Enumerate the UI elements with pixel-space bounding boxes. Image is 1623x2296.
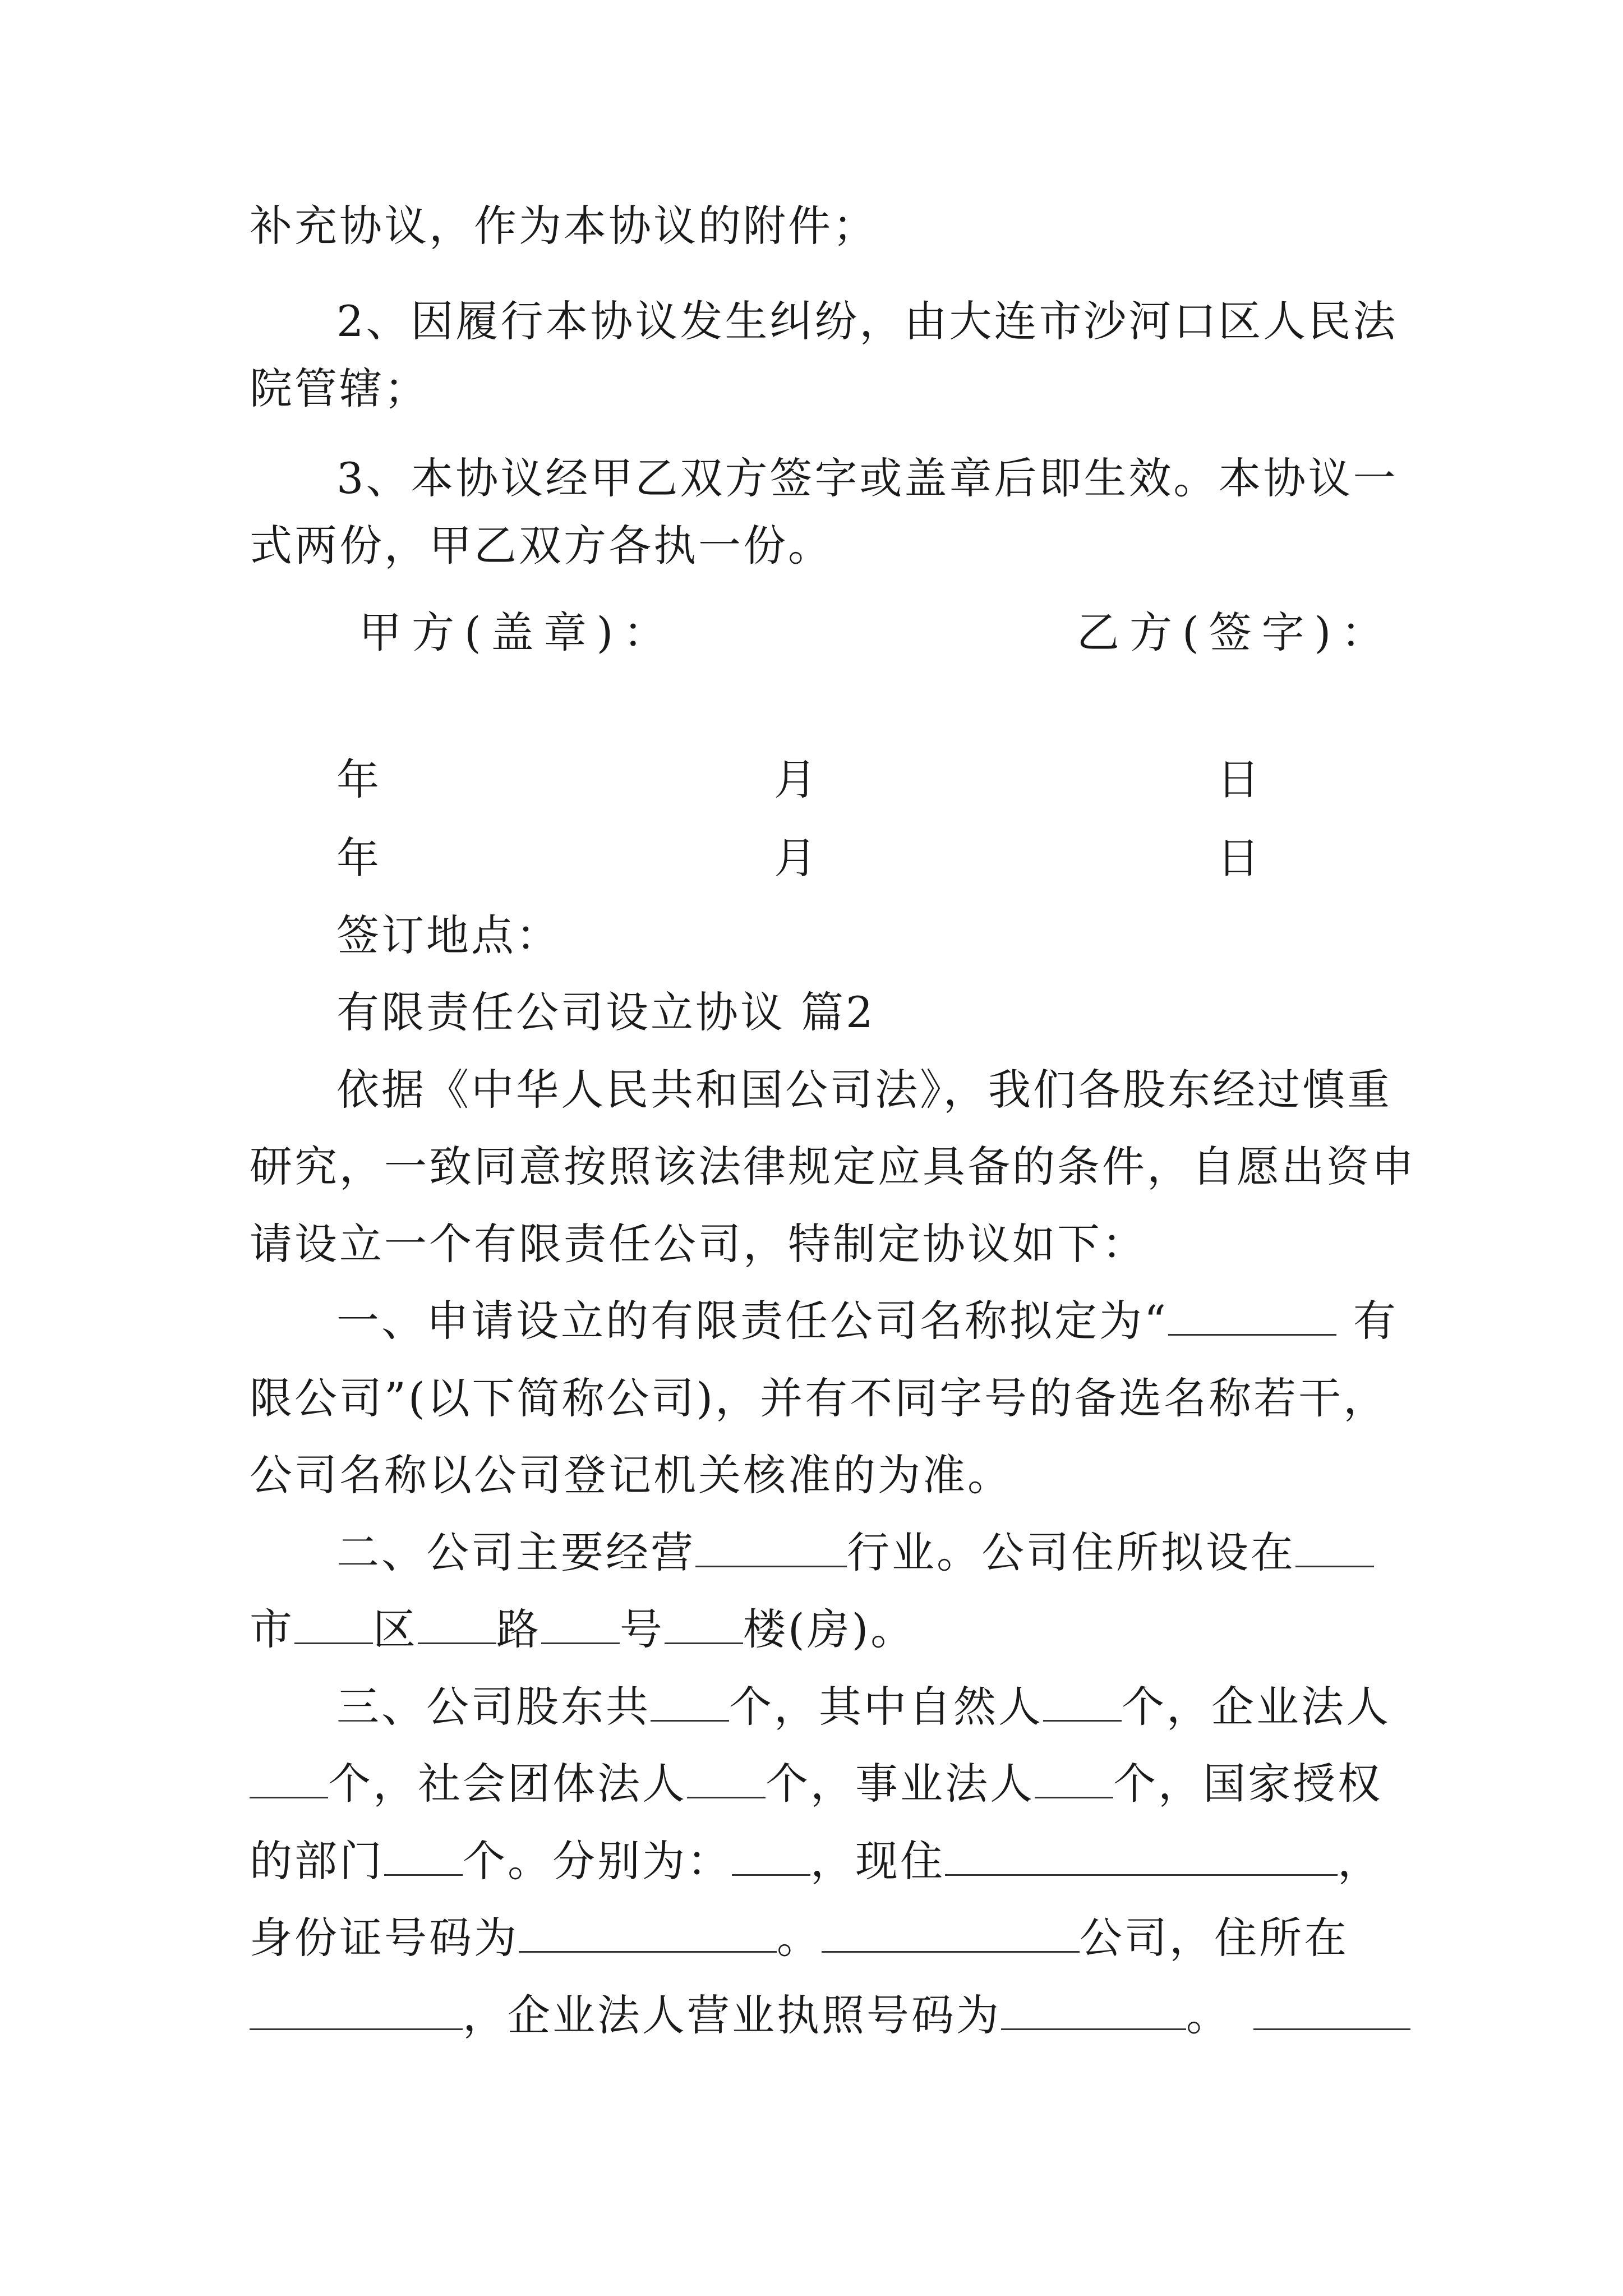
text-segment: 区 xyxy=(373,1604,418,1654)
text-segment: 的部门 xyxy=(250,1836,384,1886)
text-line: 公司名称以公司登记机关核准的为准。 xyxy=(250,1450,1012,1500)
text-line: 研究，一致同意按照该法律规定应具备的条件，自愿出资申 xyxy=(250,1142,1416,1191)
party-b-signature-label: 乙方(签字)： xyxy=(1077,608,1394,657)
fill-blank[interactable] xyxy=(1253,1988,1410,2030)
text-line: 3、本协议经甲乙双方签字或盖章后即生效。本协议一 xyxy=(336,453,1398,503)
clause-2-line xyxy=(250,1602,1388,1658)
section-title: 有限责任公司设立协议 篇2 xyxy=(336,987,875,1037)
text-segment: ，现住 xyxy=(810,1836,945,1886)
fill-blank[interactable] xyxy=(687,1756,766,1798)
text-line: 式两份，甲乙双方各执一份。 xyxy=(250,521,833,570)
fill-blank[interactable] xyxy=(541,1602,620,1644)
text-line: 2、因履行本协议发生纠纷，由大连市沙河口区人民法 xyxy=(336,296,1398,346)
text-segment: 有 xyxy=(1353,1296,1398,1346)
clause-3-line xyxy=(250,1756,1388,1812)
text-segment: 身份证号码为 xyxy=(250,1913,519,1963)
date-year: 年 xyxy=(336,833,379,883)
signing-place-label: 签订地点： xyxy=(336,910,561,960)
text-segment: 个。分别为： xyxy=(463,1836,732,1886)
fill-blank[interactable] xyxy=(418,1602,496,1644)
text-line: 依据《中华人民共和国公司法》，我们各股东经过慎重 xyxy=(336,1065,1392,1115)
fill-blank[interactable] xyxy=(822,1911,1080,1953)
text-segment: 行业。公司住所拟设在 xyxy=(847,1527,1295,1577)
clause-3-line xyxy=(250,1987,1388,2044)
text-segment: 个，社会团体法人 xyxy=(328,1759,687,1809)
text-segment: ，企业法人营业执照号码为 xyxy=(463,1990,1001,2040)
text-segment: 。 xyxy=(1186,1990,1231,2040)
fill-blank[interactable] xyxy=(384,1834,463,1876)
clause-2-line xyxy=(336,1525,1391,1581)
date-month: 月 xyxy=(774,754,817,804)
text-segment: 个，其中自然人 xyxy=(729,1682,1043,1732)
text-line: 补充协议，作为本协议的附件； xyxy=(250,201,878,251)
date-day: 日 xyxy=(1217,754,1260,804)
text-segment: 一、申请设立的有限责任公司名称拟定为“ xyxy=(336,1296,1168,1346)
text-segment: 路 xyxy=(496,1604,541,1654)
text-segment: 二、公司主要经营 xyxy=(336,1527,695,1577)
fill-blank[interactable] xyxy=(294,1602,373,1644)
text-segment: 市 xyxy=(250,1604,294,1654)
text-segment: 号 xyxy=(620,1604,665,1654)
fill-blank[interactable] xyxy=(250,1756,328,1798)
fill-blank[interactable] xyxy=(1035,1756,1113,1798)
fill-blank[interactable] xyxy=(695,1525,847,1567)
text-line: 请设立一个有限责任公司，特制定协议如下： xyxy=(250,1219,1147,1269)
date-year: 年 xyxy=(336,754,379,804)
date-day: 日 xyxy=(1217,833,1260,883)
text-segment: 个，国家授权 xyxy=(1113,1759,1382,1809)
clause-3-line xyxy=(250,1833,1388,1889)
clause-3-line xyxy=(250,1910,1388,1966)
party-a-signature-label: 甲方(盖章)： xyxy=(359,608,676,657)
clause-1-line xyxy=(336,1293,1398,1349)
text-segment: 楼(房)。 xyxy=(743,1604,916,1654)
fill-blank[interactable] xyxy=(651,1680,729,1722)
text-segment: 三、公司股东共 xyxy=(336,1682,651,1732)
clause-3-line xyxy=(336,1679,1391,1735)
text-segment: 公司，住所在 xyxy=(1080,1913,1349,1963)
text-segment: 个，企业法人 xyxy=(1122,1682,1391,1732)
fill-blank[interactable] xyxy=(732,1834,810,1876)
text-segment: 个，事业法人 xyxy=(766,1759,1035,1809)
fill-blank[interactable] xyxy=(1168,1294,1336,1336)
text-segment: 。 xyxy=(777,1913,822,1963)
fill-blank[interactable] xyxy=(1001,1988,1186,2030)
text-segment: ， xyxy=(1338,1836,1382,1886)
fill-blank[interactable] xyxy=(1043,1680,1122,1722)
text-line: 限公司”(以下简称公司)，并有不同字号的备选名称若干， xyxy=(250,1373,1389,1423)
text-line: 院管辖； xyxy=(250,364,429,413)
fill-blank[interactable] xyxy=(945,1834,1338,1876)
fill-blank[interactable] xyxy=(250,1988,463,2030)
fill-blank[interactable] xyxy=(1295,1525,1374,1567)
fill-blank[interactable] xyxy=(665,1602,743,1644)
date-month: 月 xyxy=(774,833,817,883)
fill-blank[interactable] xyxy=(519,1911,777,1953)
